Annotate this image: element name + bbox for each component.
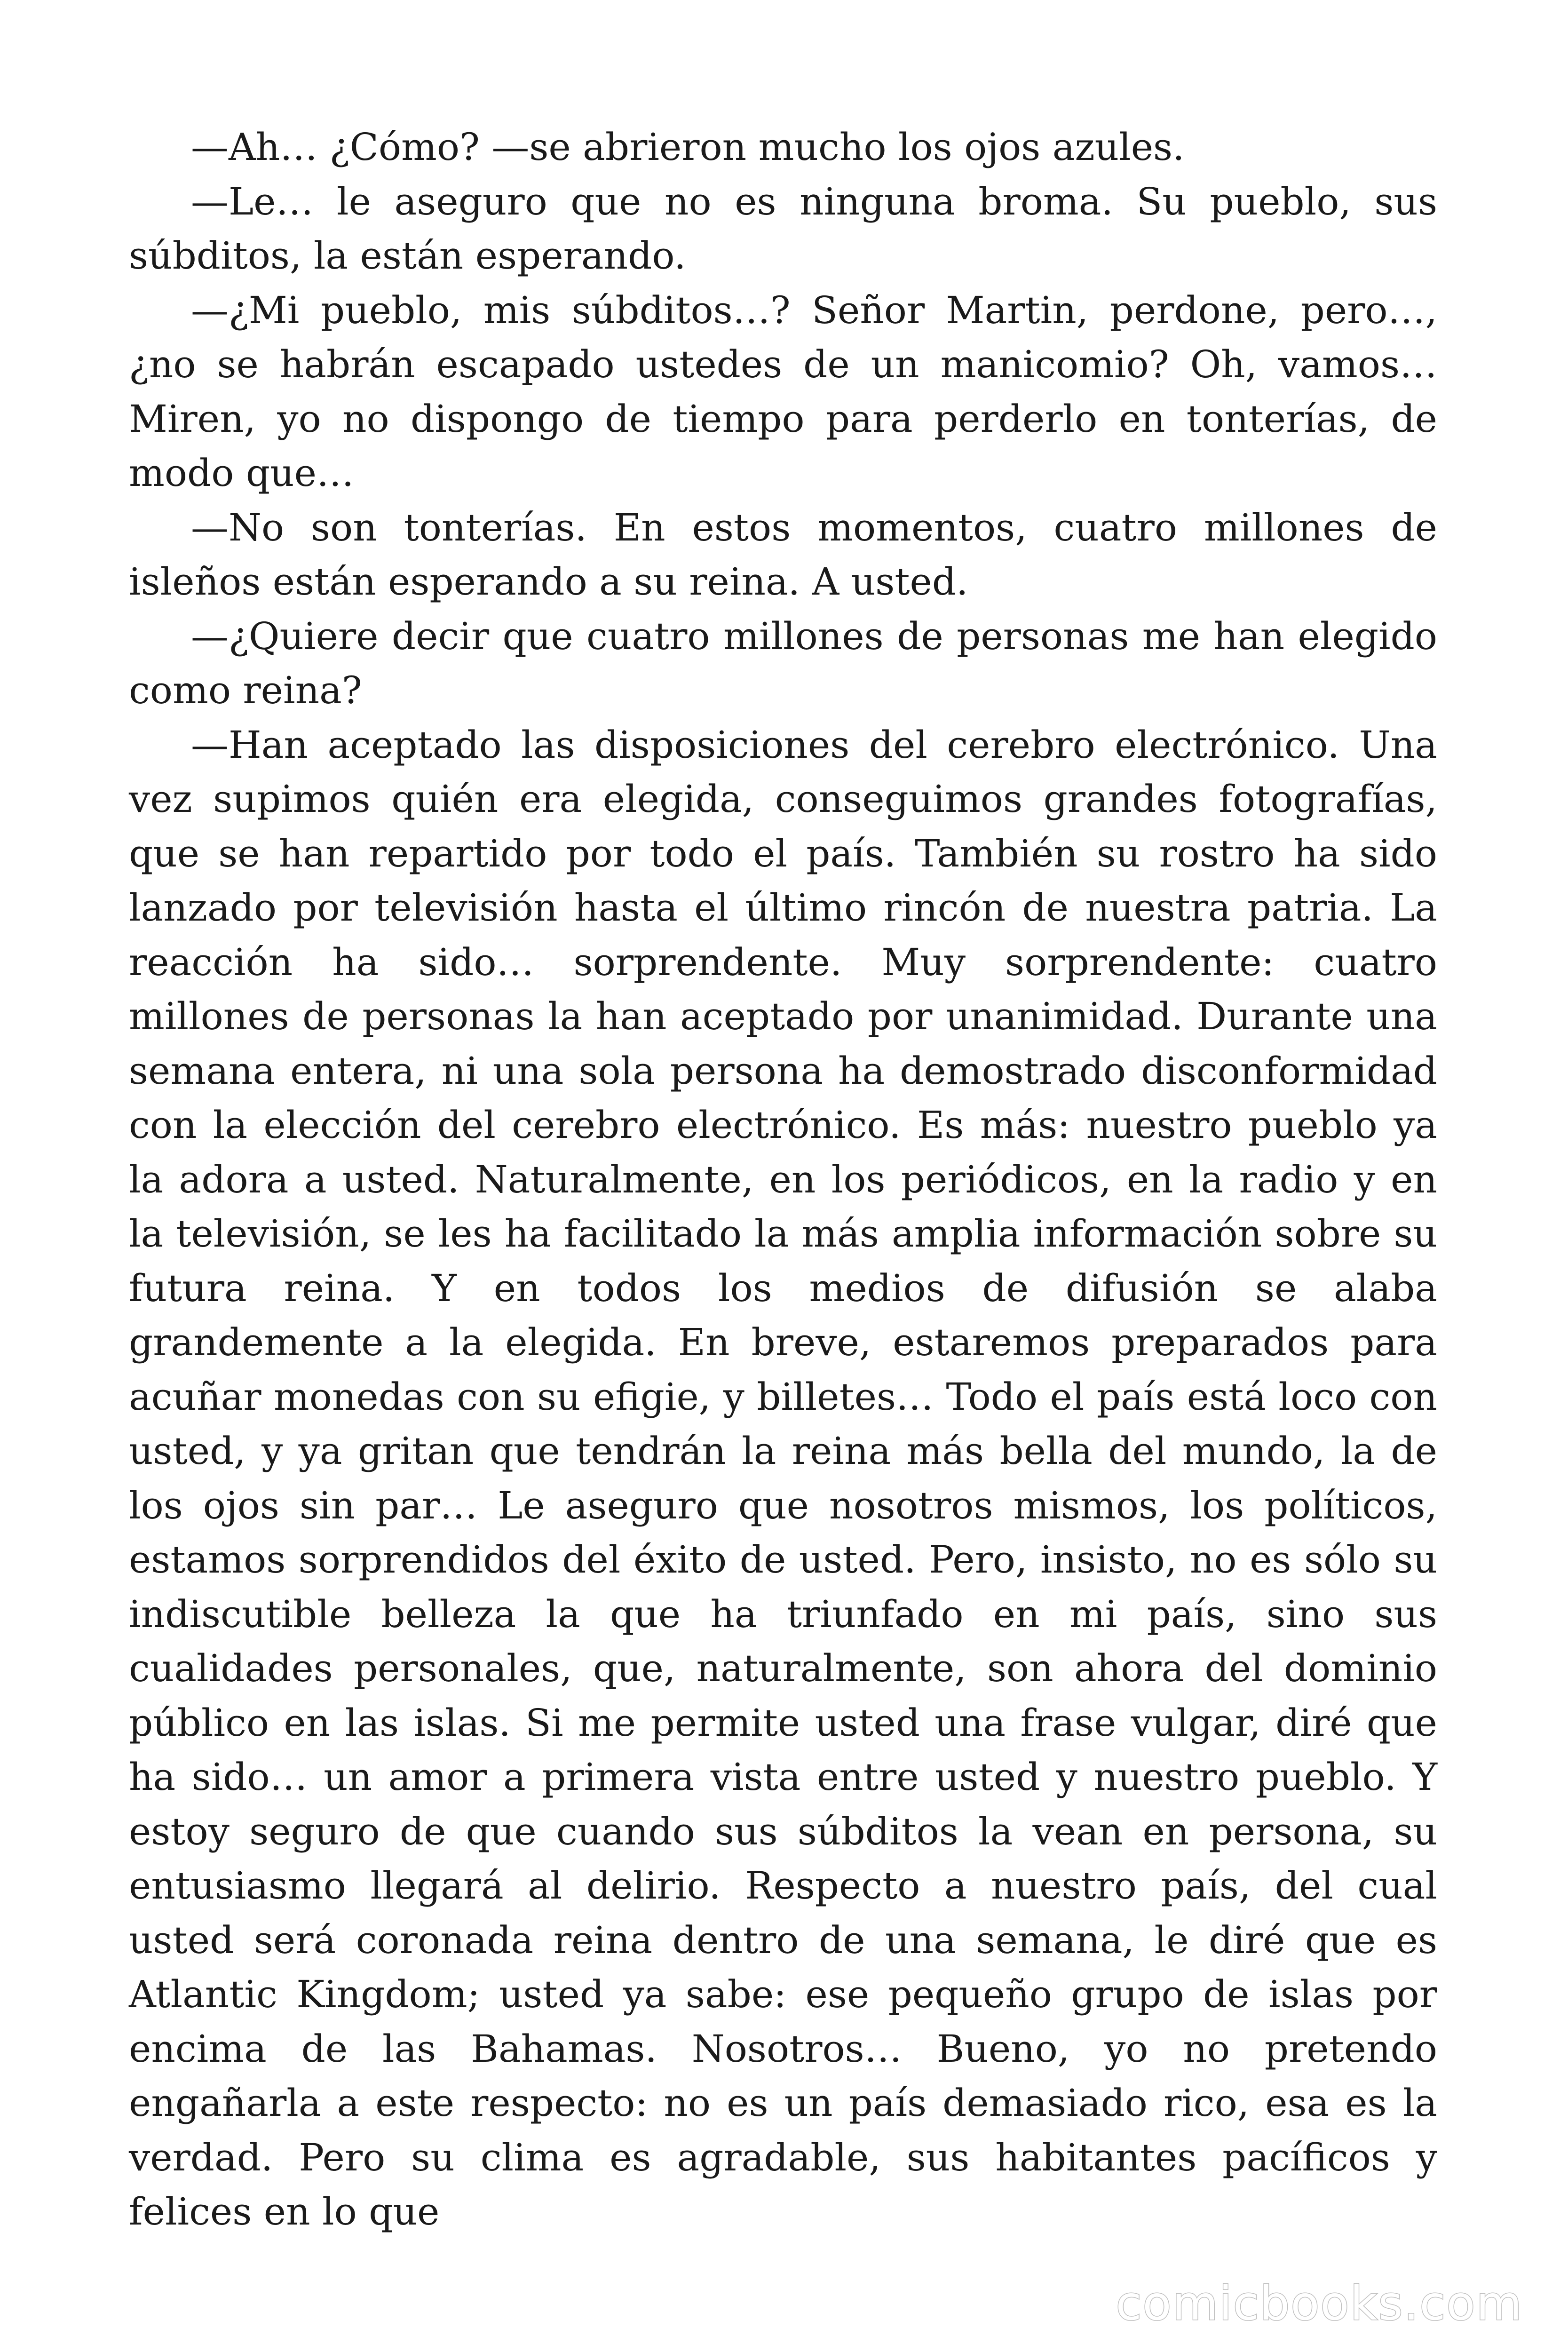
paragraph-6: —Han aceptado las disposiciones del cerebro electrónico. Una vez supimos quién era elegida, conseguimos grandes fotografías, que se han repartido por todo el país. También su rostro ha sido lanzado por televisión hasta el último rincón de nuestra patria. La reacción ha sido… sorprendente. Muy sorprendente: cuatro millones de personas la han aceptado por unanimidad. Durante una semana entera, ni una sola persona ha demostrado disconformidad con la elección del cerebro electrónico. Es más: nuestro pueblo ya la adora a usted. Naturalmente, en los periódicos, en la radio y en la televisión, se les ha facilitado la más amplia información sobre su futura reina. Y en todos los medios de difusión se alaba grandemente a la elegida. En breve, estaremos preparados para acuñar monedas con su efigie, y billetes… Todo el país está loco con usted, y ya gritan que tendrán la reina más bella del mundo, la de los ojos sin par… Le aseguro que nosotros mismos, los políticos, estamos sorprendidos del éxito de usted. Pero, insisto, no es sólo su indiscutible belleza la que ha triunfado en mi país, sino sus cualidades personales, que, naturalmente, son ahora del dominio público en las islas. Si me permite usted una frase vulgar, diré que ha sido… un amor a primera vista entre usted y nuestro pueblo. Y estoy seguro de que cuando sus súbditos la vean en persona, su entusiasmo llegará al delirio. Respecto a nuestro país, del cual usted será coronada reina dentro de una semana, le diré que es Atlantic Kingdom; usted ya sabe: ese pequeño grupo de islas por encima de las Bahamas. Nosotros… Bueno, yo no pretendo engañarla a este respecto: no es un país demasiado rico, esa es la verdad. Pero su clima es agradable, sus habitantes pacíficos y felices en lo que: [129, 723, 1437, 2233]
paragraph-1: —Ah… ¿Cómo? —se abrieron mucho los ojos azules.: [191, 125, 1185, 169]
paragraph-2: —Le… le aseguro que no es ninguna broma. Su pueblo, sus súbditos, la están esperando.: [129, 179, 1437, 278]
paragraph-4: —No son tonterías. En estos momentos, cuatro millones de isleños están esperando a su reina. A usted.: [129, 505, 1437, 604]
paragraph-3: —¿Mi pueblo, mis súbditos…? Señor Martin, perdone, pero…, ¿no se habrán escapado ustedes de un manicomio? Oh, vamos… Miren, yo no dispongo de tiempo para perderlo en tonterías, de modo que…: [129, 288, 1437, 495]
watermark: comicbooks.com: [1116, 2276, 1523, 2331]
body-text: [129, 120, 1437, 2239]
paragraph-5: —¿Quiere decir que cuatro millones de personas me han elegido como reina?: [129, 614, 1437, 712]
